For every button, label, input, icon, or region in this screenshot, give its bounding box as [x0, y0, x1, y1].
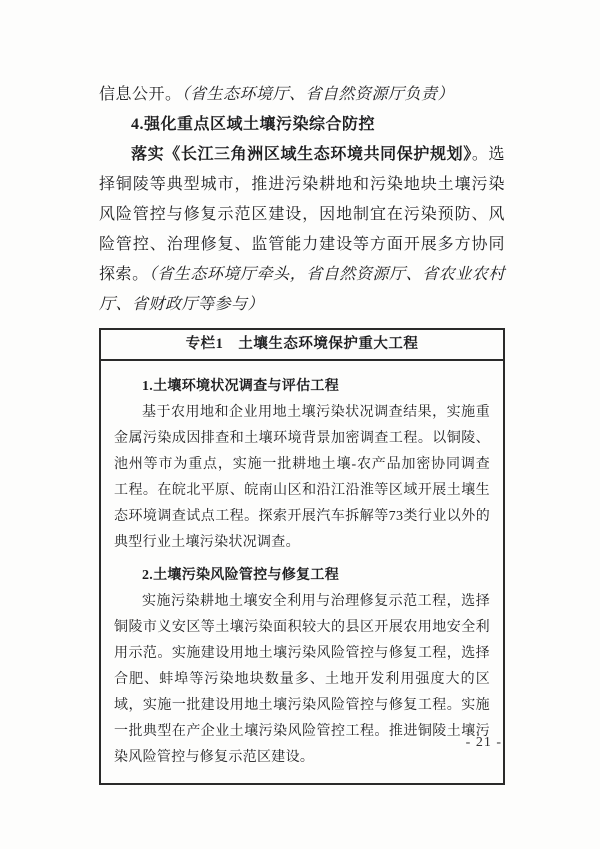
box-section-2-heading: 2.土壤污染风险管控与修复工程 — [142, 568, 339, 583]
feature-box — [99, 328, 505, 785]
box-section-1-body: 基于农用地和企业用地土壤污染状况调查结果，实施重金属污染成因排查和土壤环境背景加密调查工程。以铜陵、池州等市为重点，实施一批耕地土壤-农产品加密协同调查工程。在皖北平原、皖南山区和沿江沿淮等区域开展土壤生态环境调查试点工程。探索开展汽车拆解等73类行业以外的典型行业土壤污染状况调查。 — [114, 405, 490, 550]
feature-box-body — [101, 361, 503, 783]
section-body-text: 。选择铜陵等典型城市，推进污染耕地和污染地块土壤污染风险管控与修复示范区建设，因地制宜在污染预防、风险管控、治理修复、监管能力建设等方面开展多方协同探索。 — [99, 146, 505, 283]
feature-box-title: 专栏1 土壤生态环境保护重大工程 — [101, 330, 503, 361]
box-section-2-body: 实施污染耕地土壤安全利用与治理修复示范工程，选择铜陵市义安区等土壤污染面积较大的县区开展农用地安全利用示范。实施建设用地土壤污染风险管控与修复工程，选择合肥、蚌埠等污染地块数量多、土地开发利用强度大的区域，实施一批建设用地土壤污染风险管控与修复工程。实施一批典型在产企业土壤污染风险管控工程。推进铜陵土壤污染风险管控与修复示范区建设。 — [114, 594, 490, 765]
plan-title-bold: 落实《长江三角洲区域生态环境共同保护规划》 — [131, 146, 472, 163]
responsibility-attribution: （省生态环境厅牵头，省自然资源厅、省农业农村厅、省财政厅等参与） — [99, 266, 505, 313]
page-content — [99, 80, 505, 785]
paragraph-text: 信息公开。 — [99, 86, 182, 103]
paragraph-continuation — [99, 80, 505, 110]
section-heading: 4.强化重点区域土壤污染综合防控 — [131, 116, 376, 133]
box-section-1-heading: 1.土壤环境状况调查与评估工程 — [142, 379, 339, 394]
responsibility-attribution: （省生态环境厅、省自然资源厅负责） — [181, 86, 455, 103]
section-paragraph — [99, 140, 505, 320]
page-number: - 21 - — [465, 735, 502, 750]
